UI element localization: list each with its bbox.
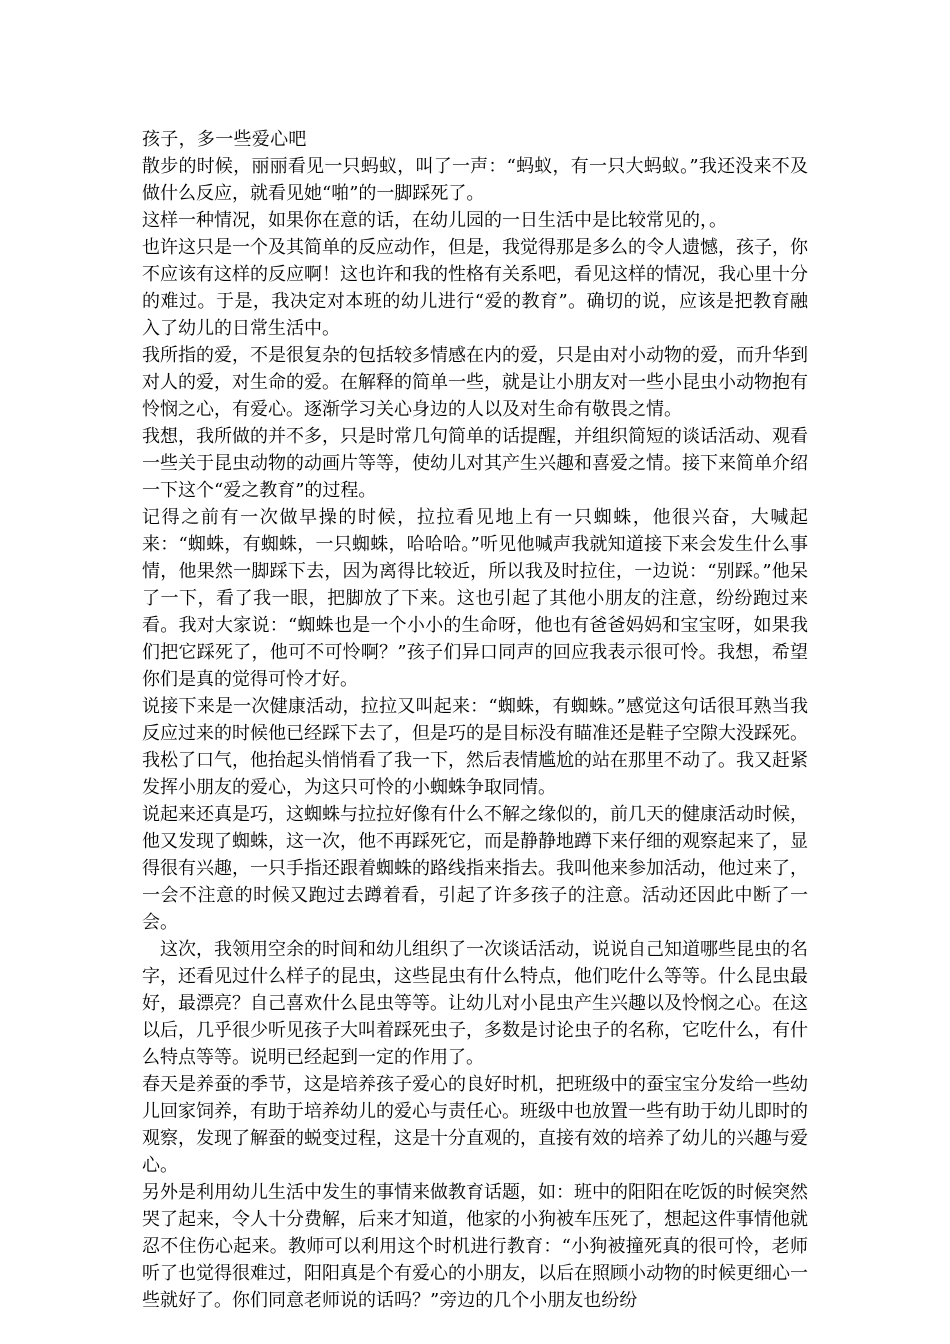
paragraph-observing-spider: 说起来还真是巧，这蜘蛛与拉拉好像有什么不解之缘似的，前几天的健康活动时候，他又发现了蜘蛛，这一次，他不再踩死它，而是静静地蹲下来仔细的观察起来了，显得很有兴趣，一只手指还跟着蜘蛛的路线指来指去。我叫他来参加活动，他过来了，一会不注意的时候又跑过去蹲着看，引起了许多孩子的注意。活动还因此中断了一会。 bbox=[142, 804, 808, 933]
paragraph-ant-incident: 散步的时候，丽丽看见一只蚂蚁，叫了一声：“蚂蚁，有一只大蚂蚁。”我还没来不及做什么反应，就看见她“啪”的一脚踩死了。 bbox=[142, 156, 808, 204]
paragraph-definition-of-love: 我所指的爱，不是很复杂的包括较多情感在内的爱，只是由对小动物的爱，而升华到对人的爱，对生命的爱。在解释的简单一些，就是让小朋友对一些小昆虫小动物抱有怜悯之心，有爱心。逐渐学习关心身边的人以及对生命有敬畏之情。 bbox=[142, 345, 808, 420]
paragraph-morning-exercise-spider: 记得之前有一次做早操的时候，拉拉看见地上有一只蜘蛛，他很兴奋，大喊起来：“蜘蛛，有蜘蛛，一只蜘蛛，哈哈哈。”听见他喊声我就知道接下来会发生什么事情，他果然一脚踩下去，因为离得比较近，所以我及时拉住，一边说：“别踩。”他呆了一下，看了我一眼，把脚放了下来。这也引起了其他小朋友的注意，纷纷跑过来看。我对大家说：“蜘蛛也是一个小小的生命呀，他也有爸爸妈妈和宝宝呀，如果我们把它踩死了，他可不可怜啊？”孩子们异口同声的回应我表示很可怜。我想，希望你们是真的觉得可怜才好。 bbox=[142, 507, 808, 690]
document-title: 孩子，多一些爱心吧 bbox=[142, 129, 307, 150]
paragraph-what-i-did: 我想，我所做的并不多，只是时常几句简单的话提醒，并组织简短的谈话活动、观看一些关于昆虫动物的动画片等等，使幼儿对其产生兴趣和喜爱之情。接下来简单介绍一下这个“爱之教育”的过程。 bbox=[142, 426, 808, 501]
paragraph-talk-activity: 这次，我领用空余的时间和幼儿组织了一次谈话活动，说说自己知道哪些昆虫的名字，还看见过什么样子的昆虫，这些昆虫有什么特点，他们吃什么等等。什么昆虫最好，最漂亮？自己喜欢什么昆虫等等。让幼儿对小昆虫产生兴趣以及怜悯之心。在这以后，几乎很少听见孩子大叫着踩死虫子，多数是讨论虫子的名称，它吃什么，有什么特点等等。说明已经起到一定的作用了。 bbox=[142, 939, 808, 1068]
paragraph-life-events: 另外是利用幼儿生活中发生的事情来做教育话题，如：班中的阳阳在吃饭的时候突然哭了起来，令人十分费解，后来才知道，他家的小狗被车压死了，想起这件事情他就忍不住伤心起来。教师可以利用这个时机进行教育：“小狗被撞死真的很可怜，老师听了也觉得很难过，阳阳真是个有爱心的小朋友，以后在照顾小动物的时候更细心一些就好了。你们同意老师说的话吗？”旁边的几个小朋友也纷纷 bbox=[142, 1182, 808, 1311]
paragraph-common-situation: 这样一种情况，如果你在意的话，在幼儿园的一日生活中是比较常见的，。 bbox=[142, 210, 727, 231]
paragraph-silkworm-season: 春天是养蚕的季节，这是培养孩子爱心的良好时机，把班级中的蚕宝宝分发给一些幼儿回家饲养，有助于培养幼儿的爱心与责任心。班级中也放置一些有助于幼儿即时的观察，发现了解蚕的蜕变过程，这是十分直观的，直接有效的培养了幼儿的兴趣与爱心。 bbox=[142, 1074, 808, 1176]
paragraph-health-activity-spider: 说接下来是一次健康活动，拉拉又叫起来：“蜘蛛，有蜘蛛。”感觉这句话很耳熟当我反应过来的时候他已经踩下去了，但是巧的是目标没有瞄准还是鞋子空隙大没踩死。我松了口气，他抬起头悄悄看了我一下，然后表情尴尬的站在那里不动了。我又赶紧发挥小朋友的爱心，为这只可怜的小蜘蛛争取同情。 bbox=[142, 696, 808, 798]
paragraph-love-education-decision: 也许这只是一个及其简单的反应动作，但是，我觉得那是多么的令人遗憾，孩子，你不应该有这样的反应啊！这也许和我的性格有关系吧，看见这样的情况，我心里十分的难过。于是，我决定对本班的幼儿进行“爱的教育”。确切的说，应该是把教育融入了幼儿的日常生活中。 bbox=[142, 237, 808, 339]
document-body bbox=[142, 126, 808, 1314]
